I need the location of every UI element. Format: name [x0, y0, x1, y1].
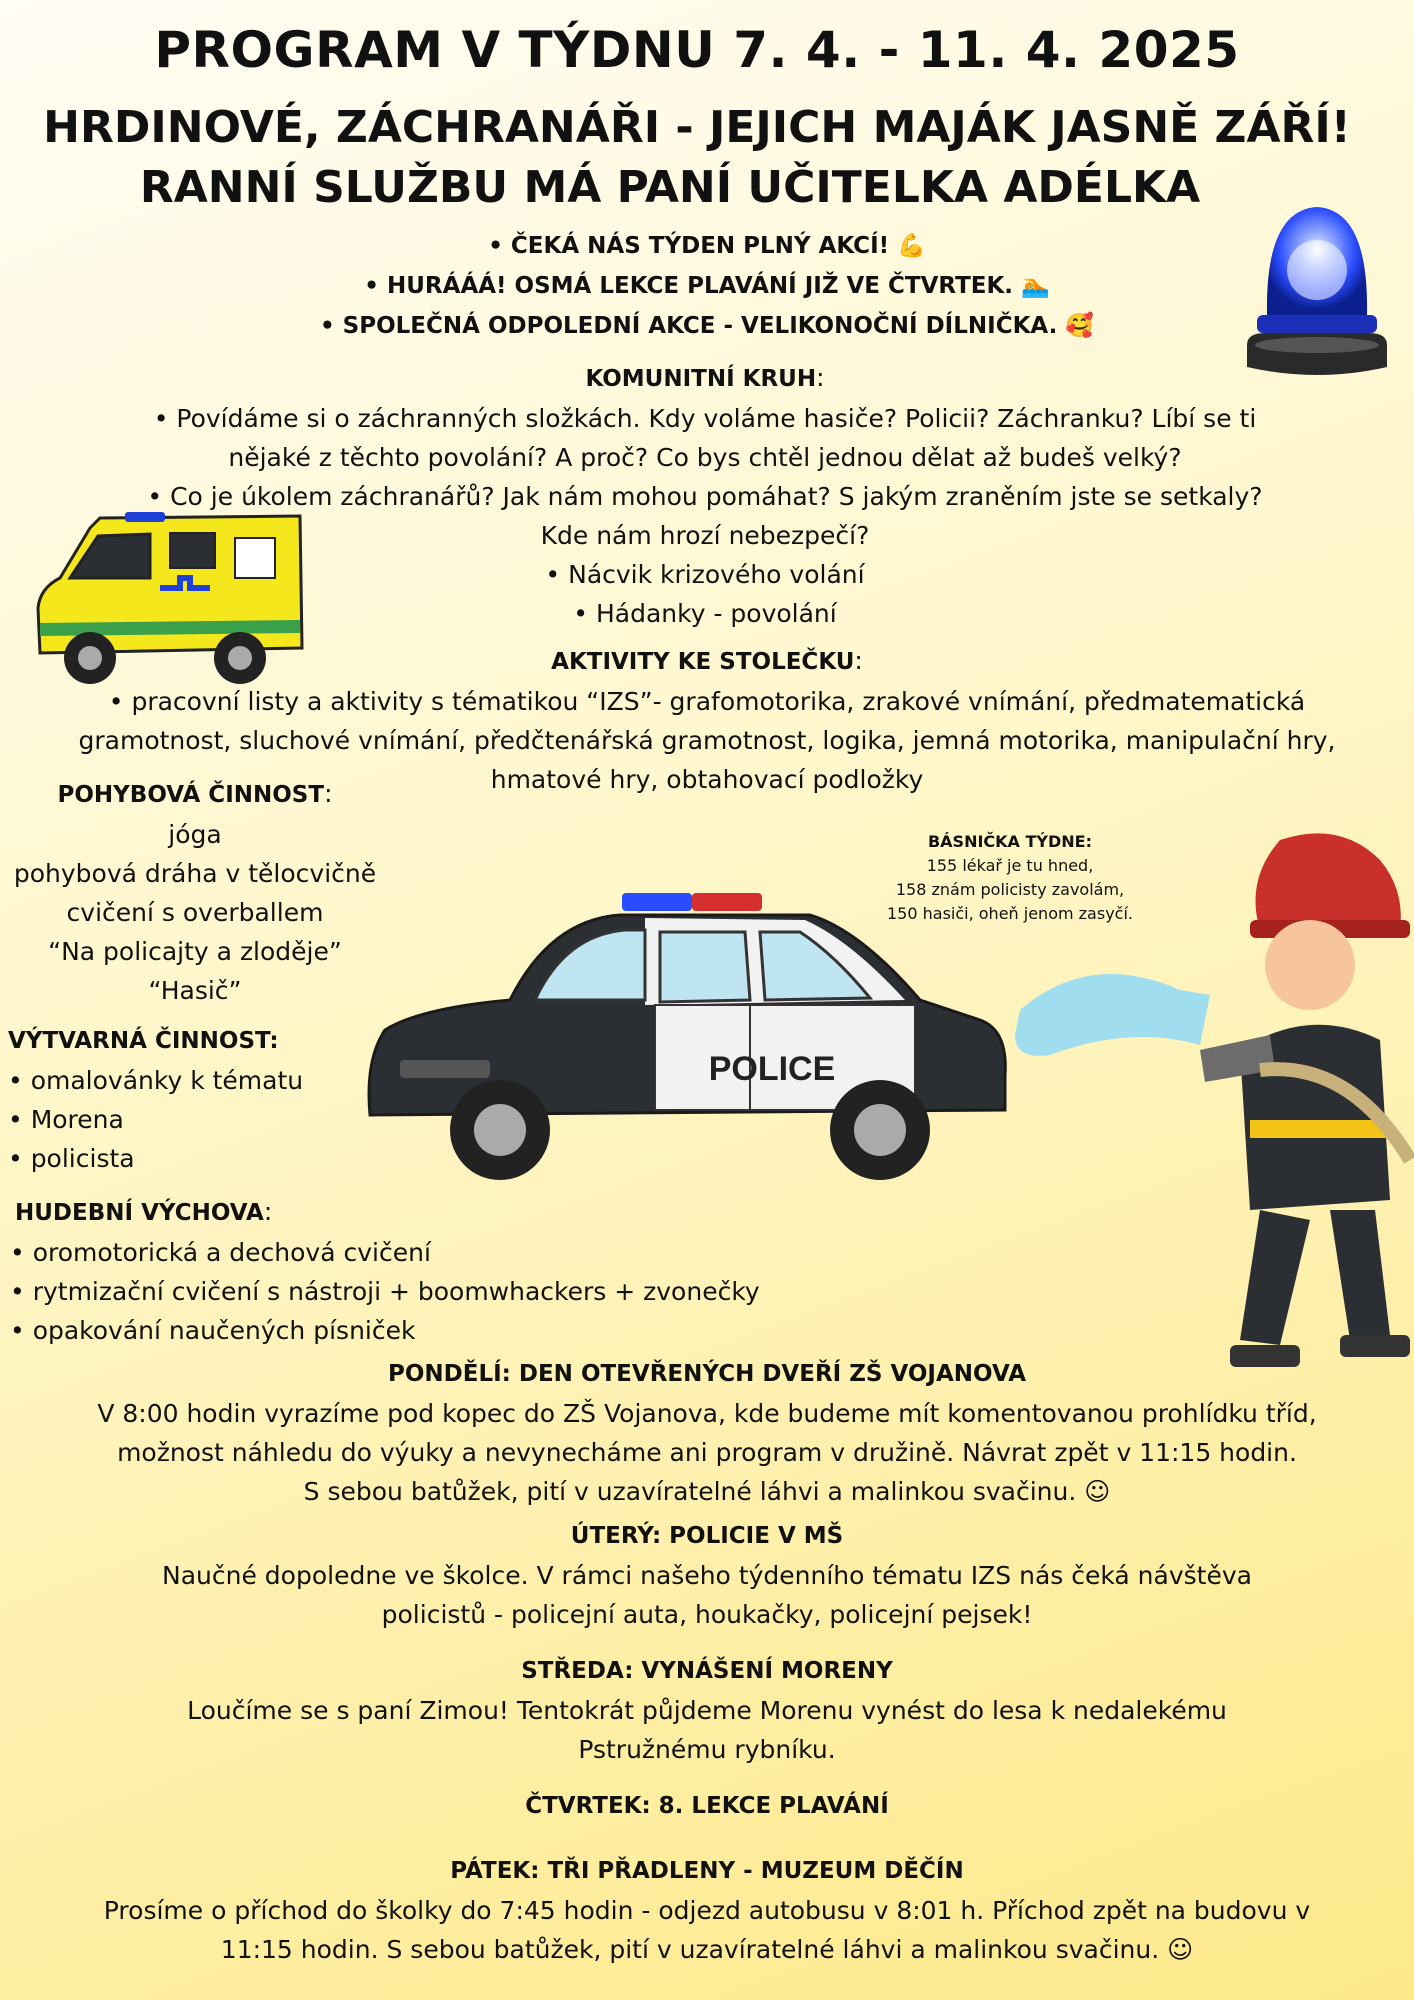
pohybova-line: “Na policajty a zloděje”: [48, 937, 342, 966]
komunitni-kruh-section: KOMUNITNÍ KRUH: • Povídáme si o záchranných složkách. Kdy voláme hasiče? Policii? Záchranku? Líbí se ti nějaké z těchto povolání? A proč? Co bys chtěl jednou dělat až budeš velký? • Co je úkolem záchranářů? Jak nám mohou pomáhat? S jakým zraněním jste se setkaly? Kde nám hrozí nebezpečí? • Nácvik krizového volání • Hádanky - povolání: [60, 358, 1350, 633]
firefighter-illustration: [1010, 820, 1414, 1380]
page-title: PROGRAM V TÝDNU 7. 4. - 11. 4. 2025: [154, 21, 1240, 79]
vytvarna-line: • Morena: [8, 1105, 124, 1134]
police-car-illustration: [360, 890, 1010, 1190]
monday-heading: PONDĚLÍ: DEN OTEVŘENÝCH DVEŘÍ ZŠ VOJANOVA: [388, 1361, 1026, 1387]
day-friday: [0, 1852, 1414, 1969]
hudebni-line: • rytmizační cvičení s nástroji + boomwhackers + zvonečky: [10, 1277, 760, 1306]
vytvarna-line: • omalovánky k tématu: [8, 1066, 304, 1095]
komunitni-line: • Co je úkolem záchranářů? Jak nám mohou pomáhat? S jakým zraněním jste se setkaly?: [147, 482, 1263, 511]
pohybova-heading: POHYBOVÁ ČINNOST: [57, 782, 325, 808]
day-wednesday: [0, 1652, 1414, 1769]
komunitni-line: • Hádanky - povolání: [573, 599, 837, 628]
aktivity-line: gramotnost, sluchové vnímání, předčtenářská gramotnost, logika, jemná motorika, manipulační hry,: [78, 726, 1336, 755]
page-subtitle: HRDINOVÉ, ZÁCHRANÁŘI - JEJICH MAJÁK JASNĚ ZÁŘÍ!: [43, 102, 1351, 153]
tuesday-line: policistů - policejní auta, houkačky, policejní pejsek!: [381, 1600, 1033, 1629]
aktivity-section: AKTIVITY KE STOLEČKU: • pracovní listy a aktivity s tématikou “IZS”- grafomotorika, zrakové vnímání, předmatematická gramotnost, sluchové vnímání, předčtenářská gramotnost, logika, jemná motorika, manipulační hry, hmatové hry, obtahovací podložky: [0, 641, 1414, 799]
day-thursday: [0, 1787, 1414, 1826]
wednesday-line: Pstružnému rybníku.: [578, 1735, 836, 1764]
vytvarna-section: [8, 1022, 388, 1178]
friday-line: Prosíme o příchod do školky do 7:45 hodin - odjezd autobusu v 8:01 h. Příchod zpět na budovu v: [103, 1896, 1311, 1925]
hudebni-line: • opakování naučených písniček: [10, 1316, 416, 1345]
vytvarna-line: • policista: [8, 1144, 135, 1173]
monday-line: možnost náhledu do výuky a nevynecháme ani program v družině. Návrat zpět v 11:15 hodin.: [117, 1438, 1297, 1467]
hudebni-section: HUDEBNÍ VÝCHOVA: • oromotorická a dechová cvičení • rytmizační cvičení s nástroji + boomwhackers + zvonečky • opakování naučených písniček: [10, 1192, 830, 1350]
monday-line: S sebou batůžek, pití v uzavíratelné láhvi a malinkou svačinu. ☺: [303, 1477, 1111, 1506]
friday-heading: PÁTEK: TŘI PŘADLENY - MUZEUM DĚČÍN: [450, 1858, 964, 1884]
highlight-item: • ČEKÁ NÁS TÝDEN PLNÝ AKCÍ! 💪: [488, 233, 926, 259]
komunitni-line: • Nácvik krizového volání: [545, 560, 865, 589]
komunitni-line: nějaké z těchto povolání? A proč? Co bys chtěl jednou dělat až budeš velký?: [228, 443, 1182, 472]
pohybova-line: pohybová dráha v tělocvičně: [13, 859, 377, 888]
basnicka-line: 150 hasiči, oheň jenom zasyčí.: [887, 904, 1133, 923]
monday-line: V 8:00 hodin vyrazíme pod kopec do ZŠ Vojanova, kde budeme mít komentovanou prohlídku tříd,: [97, 1399, 1317, 1428]
wednesday-heading: STŘEDA: VYNÁŠENÍ MORENY: [521, 1658, 893, 1684]
basnicka-line: 155 lékař je tu hned,: [926, 856, 1094, 875]
friday-line: 11:15 hodin. S sebou batůžek, pití v uzavíratelné láhvi a malinkou svačinu. ☺: [220, 1935, 1194, 1964]
weekly-program: [0, 1355, 1414, 1969]
highlights-list: [0, 226, 1414, 346]
tuesday-line: Naučné dopoledne ve školce. V rámci našeho týdenního tématu IZS nás čeká návštěva: [162, 1561, 1252, 1590]
pohybova-line: “Hasič”: [148, 976, 242, 1005]
morning-service-line: RANNÍ SLUŽBU MÁ PANÍ UČITELKA ADÉLKA: [139, 162, 1201, 213]
pohybova-section: POHYBOVÁ ČINNOST: jóga pohybová dráha v tělocvičně cvičení s overballem “Na policajty a zloděje” “Hasič”: [0, 774, 390, 1010]
day-tuesday: [0, 1517, 1414, 1634]
aktivity-heading: AKTIVITY KE STOLEČKU: [551, 649, 855, 675]
vytvarna-heading: VÝTVARNÁ ČINNOST:: [8, 1028, 279, 1054]
basnicka-line: 158 znám policisty zavolám,: [895, 880, 1125, 899]
wednesday-line: Loučíme se s paní Zimou! Tentokrát půjdeme Morenu vynést do lesa k nedalekému: [187, 1696, 1227, 1725]
hudebni-heading: HUDEBNÍ VÝCHOVA: [15, 1200, 264, 1226]
police-label: POLICE: [708, 1050, 836, 1088]
komunitni-line: Kde nám hrozí nebezpečí?: [540, 521, 870, 550]
aktivity-line: hmatové hry, obtahovací podložky: [490, 765, 924, 794]
hudebni-line: • oromotorická a dechová cvičení: [10, 1238, 431, 1267]
komunitni-kruh-heading: KOMUNITNÍ KRUH: [585, 366, 817, 392]
basnicka-heading: BÁSNIČKA TÝDNE:: [927, 832, 1093, 851]
highlight-item: • SPOLEČNÁ ODPOLEDNÍ AKCE - VELIKONOČNÍ DÍLNIČKA. 🥰: [319, 313, 1095, 339]
aktivity-line: • pracovní listy a aktivity s tématikou “IZS”- grafomotorika, zrakové vnímání, předmatematická: [108, 687, 1306, 716]
thursday-heading: ČTVRTEK: 8. LEKCE PLAVÁNÍ: [525, 1793, 889, 1819]
day-monday: [0, 1355, 1414, 1511]
pohybova-line: jóga: [168, 820, 222, 849]
tuesday-heading: ÚTERÝ: POLICIE V MŠ: [570, 1523, 844, 1549]
komunitni-line: • Povídáme si o záchranných složkách. Kdy voláme hasiče? Policii? Záchranku? Líbí se ti: [153, 404, 1257, 433]
pohybova-line: cvičení s overballem: [66, 898, 324, 927]
highlight-item: • HURÁÁÁ! OSMÁ LEKCE PLAVÁNÍ JIŽ VE ČTVRTEK. 🏊: [364, 273, 1050, 299]
